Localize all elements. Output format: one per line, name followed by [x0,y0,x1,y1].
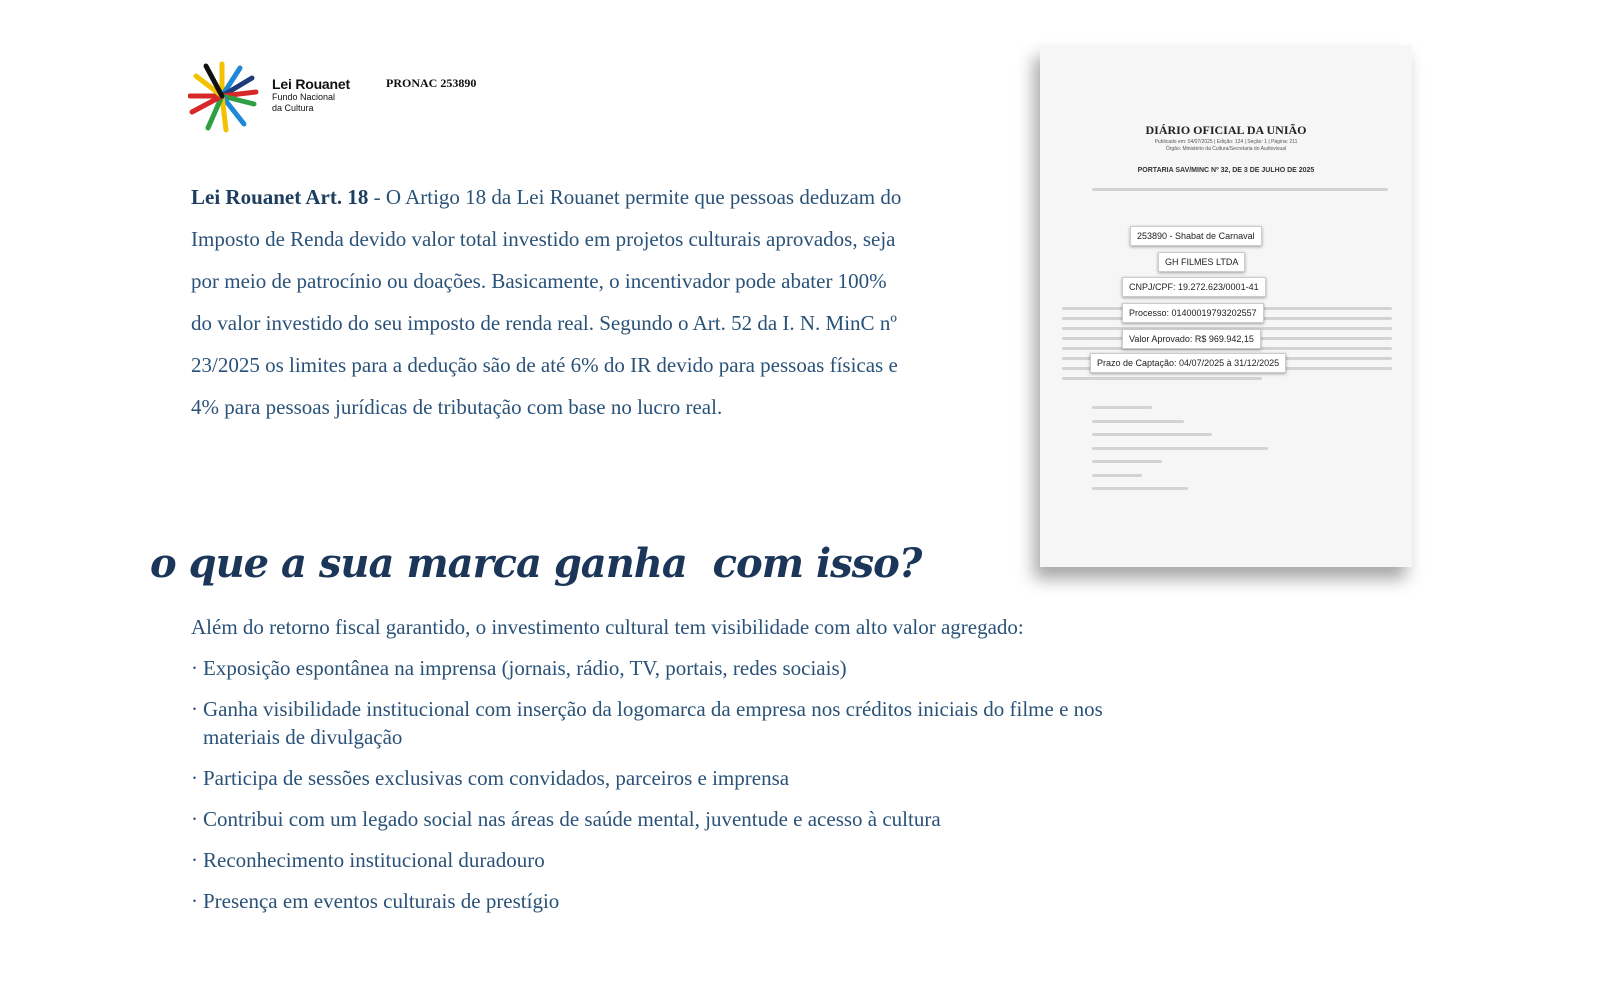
intro-separator: - [368,185,386,209]
logo-subtitle-2: da Cultura [272,103,314,113]
project-box: 253890 - Shabat de Carnaval [1130,226,1262,246]
list-item: · Contribui com um legado social nas áreas de saúde mental, juventude e acesso à cultura [191,805,1191,833]
intro-lead: Lei Rouanet Art. 18 [191,185,369,209]
logo-text [272,76,350,114]
prazo-box: Prazo de Captação: 04/07/2025 à 31/12/2025 [1090,353,1286,373]
benefits-list [191,654,1191,915]
list-item: · Ganha visibilidade institucional com inserção da logomarca da empresa nos créditos iniciais do filme e nos materiais de divulgação [191,695,1143,751]
rouanet-burst-icon [188,58,268,138]
blurred-text-line [1092,487,1188,490]
intro-paragraph [191,176,911,428]
list-item: · Participa de sessões exclusivas com convidados, parceiros e imprensa [191,764,1191,792]
section-headline: o que a sua marca ganha com isso? [150,540,922,587]
processo-box: Processo: 01400019793202557 [1122,303,1264,323]
cnpj-box: CNPJ/CPF: 19.272.623/0001-41 [1122,277,1266,297]
blurred-text-line [1092,406,1152,409]
document-title: DIÁRIO OFICIAL DA UNIÃO [1145,123,1307,137]
diario-oficial-document [1040,45,1412,567]
blurred-text-line [1092,447,1268,450]
blurred-text-line [1092,460,1162,463]
logo-title: Lei Rouanet [272,76,350,92]
company-box: GH FILMES LTDA [1158,252,1245,272]
benefits-lead: Além do retorno fiscal garantido, o investimento cultural tem visibilidade com alto valor agregado: [191,615,1024,639]
list-item: · Exposição espontânea na imprensa (jornais, rádio, TV, portais, redes sociais) [191,654,1191,682]
document-meta [1040,139,1412,153]
blurred-text-line [1092,420,1184,423]
pronac-number: PRONAC 253890 [386,76,477,90]
benefits-section [191,613,1191,928]
blurred-text-line [1062,377,1262,380]
logo-subtitle-1: Fundo Nacional [272,92,336,102]
blurred-text-line [1092,474,1142,477]
valor-box: Valor Aprovado: R$ 969.942,15 [1122,329,1261,349]
list-item: · Presença em eventos culturais de prestígio [191,887,1191,915]
blurred-text-line [1092,188,1388,191]
document-portaria: PORTARIA SAV/MINC Nº 32, DE 3 DE JULHO DE 2025 [1137,167,1315,174]
intro-text: O Artigo 18 da Lei Rouanet permite que pessoas deduzam do Imposto de Renda devido valor total investido em projetos culturais aprovados, seja por meio de patrocínio ou doações. Basicamente, o incentivador pode abater 100% do valor investido do seu imposto de renda real. Segundo o Art. 52 da I. N. MinC nº 23/2025 os limites para a dedução são de até 6% do IR devido para pessoas físicas e 4% para pessoas jurídicas de tributação com base no lucro real. [191,185,902,419]
document-meta-line: Órgão: Ministério da Cultura/Secretaria do Audiovisual [1165,146,1287,152]
blurred-text-line [1092,433,1212,436]
document-meta-line: Publicado em: 04/07/2025 | Edição: 124 | Seção: 1 | Página: 211 [1154,139,1298,145]
list-item: · Reconhecimento institucional duradouro [191,846,1191,874]
lei-rouanet-logo [188,58,488,138]
